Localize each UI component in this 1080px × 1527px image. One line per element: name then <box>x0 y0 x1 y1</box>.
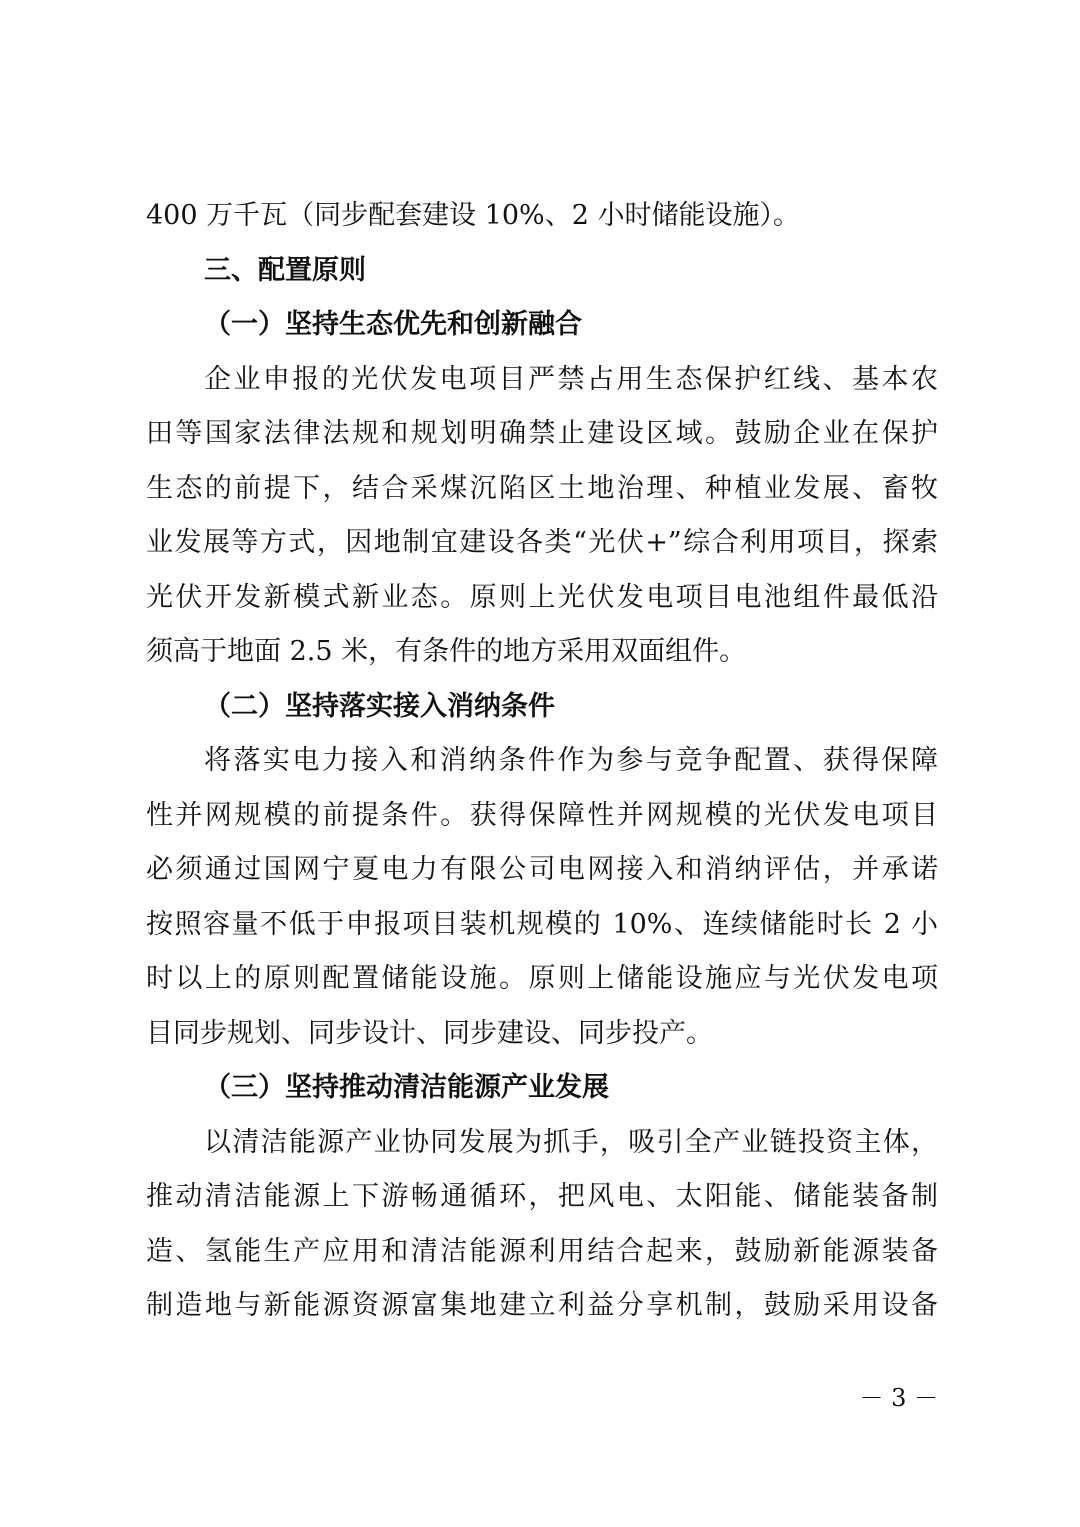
paragraph-line: 必须通过国网宁夏电力有限公司电网接入和消纳评估，并承诺 <box>146 854 938 885</box>
paragraph-line: 企业申报的光伏发电项目严禁占用生态保护红线、基本农 <box>204 363 938 395</box>
paragraph-line: 推动清洁能源上下游畅通循环，把风电、太阳能、储能装备制 <box>146 1181 938 1212</box>
paragraph-line: 以清洁能源产业协同发展为抓手，吸引全产业链投资主体， <box>204 1126 938 1158</box>
paragraph-line: 将落实电力接入和消纳条件作为参与竞争配置、获得保障 <box>204 745 938 776</box>
paragraph-line: 须高于地面 2.5 米，有条件的地方采用双面组件。 <box>146 636 747 667</box>
paragraph-line: 时以上的原则配置储能设施。原则上储能设施应与光伏发电项 <box>146 963 938 994</box>
subsection-heading: （一）坚持生态优先和创新融合 <box>204 309 582 340</box>
subsection-heading: （二）坚持落实接入消纳条件 <box>204 690 555 722</box>
paragraph-line: 光伏开发新模式新业态。原则上光伏发电项目电池组件最低沿 <box>146 581 938 613</box>
paragraph-line: 业发展等方式，因地制宜建设各类“光伏+”综合利用项目，探索 <box>146 527 938 558</box>
paragraph-line: 制造地与新能源资源富集地建立利益分享机制，鼓励采用设备 <box>146 1290 938 1321</box>
paragraph-line: 田等国家法律法规和规划明确禁止建设区域。鼓励企业在保护 <box>146 418 938 449</box>
document-body <box>146 189 938 1334</box>
paragraph-line: 400 万千瓦（同步配套建设 10%、2 小时储能设施）。 <box>146 200 800 231</box>
paragraph-line: 性并网规模的前提条件。获得保障性并网规模的光伏发电项目 <box>146 799 938 831</box>
section-heading: 三、配置原则 <box>204 254 366 286</box>
paragraph-line: 生态的前提下，结合采煤沉陷区土地治理、种植业发展、畜牧 <box>146 472 938 504</box>
paragraph-line: 按照容量不低于申报项目装机规模的 10%、连续储能时长 2 小 <box>146 908 938 940</box>
subsection-heading: （三）坚持推动清洁能源产业发展 <box>204 1072 609 1103</box>
paragraph-line: 造、氢能生产应用和清洁能源利用结合起来，鼓励新能源装备 <box>146 1235 938 1267</box>
page-number: － 3 － <box>859 1384 938 1412</box>
paragraph-line: 目同步规划、同步设计、同步建设、同步投产。 <box>146 1017 713 1049</box>
